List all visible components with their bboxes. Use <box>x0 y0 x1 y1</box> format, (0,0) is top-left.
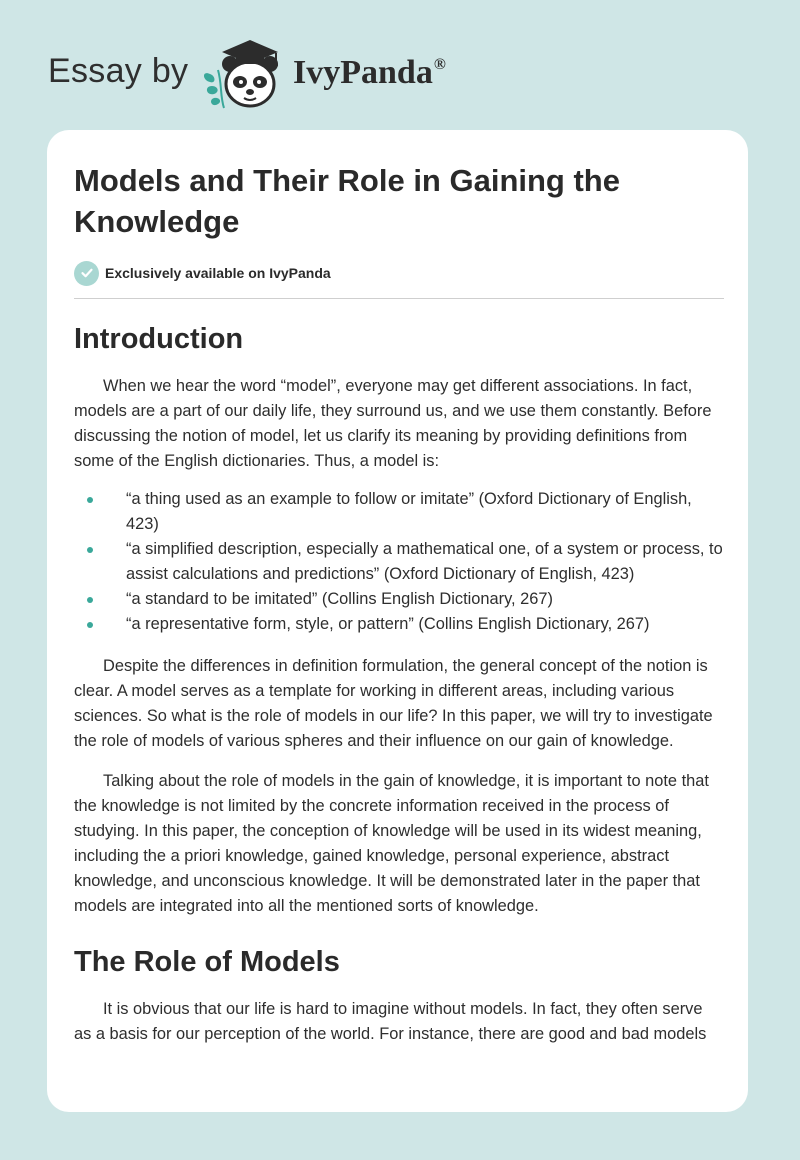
essay-title: Models and Their Role in Gaining the Knowledge <box>74 163 620 239</box>
list-item <box>74 587 724 612</box>
exclusive-label: Exclusively available on IvyPanda <box>105 265 331 281</box>
paragraph: It is obvious that our life is hard to imagine without models. In fact, they often serve as a basis for our perception of the world. For instance, there are good and bad models <box>74 1000 707 1043</box>
list-item <box>74 612 724 637</box>
divider <box>74 298 724 299</box>
brand-registered-mark: ® <box>433 56 446 73</box>
essay-content <box>74 160 724 1047</box>
bullet-icon <box>87 497 93 503</box>
list-item-text: “a standard to be imitated” (Collins English Dictionary, 267) <box>126 590 553 608</box>
section-heading-introduction: Introduction <box>74 323 244 355</box>
bullet-icon <box>87 622 93 628</box>
bullet-icon <box>87 597 93 603</box>
check-icon <box>74 261 99 286</box>
list-item <box>74 537 724 587</box>
paragraph: Despite the differences in definition formulation, the general concept of the notion is clear. A model serves as a template for working in different areas, including various sciences. So what is the role of models in our life? In this paper, we will try to investigate the role of models of various spheres and their influence on our gain of knowledge. <box>74 657 713 750</box>
list-item <box>74 487 724 537</box>
essay-card <box>47 130 748 1112</box>
paragraph: Talking about the role of models in the gain of knowledge, it is important to note that the knowledge is not limited by the concrete information received in the process of studying. In this paper, the conception of knowledge will be used in its widest meaning, including the a priori knowledge, gained knowledge, personal experience, abstract knowledge, and unconscious knowledge. It will be demonstrated later in the paper that models are integrated into all the mentioned sorts of knowledge. <box>74 772 709 915</box>
list-item-text: “a representative form, style, or pattern” (Collins English Dictionary, 267) <box>126 615 650 633</box>
exclusive-notice <box>74 260 724 286</box>
definition-list <box>74 487 724 637</box>
bullet-icon <box>87 547 93 553</box>
list-item-text: “a thing used as an example to follow or imitate” (Oxford Dictionary of English, 423) <box>126 490 692 533</box>
essay-by-label: Essay by <box>48 52 189 90</box>
brand-text: IvyPanda <box>293 54 433 91</box>
paragraph: When we hear the word “model”, everyone may get different associations. In fact, models are a part of our daily life, they surround us, and we use them constantly. Before discussing the notion of model, let us clarify its meaning by providing definitions from some of the English dictionaries. Thus, a model is: <box>74 377 712 470</box>
site-header <box>48 30 748 110</box>
brand-name[interactable] <box>293 54 446 92</box>
list-item-text: “a simplified description, especially a mathematical one, of a system or process, to assist calculations and predictions” (Oxford Dictionary of English, 423) <box>126 540 723 583</box>
panda-graduate-icon <box>200 34 288 112</box>
section-heading-role-of-models: The Role of Models <box>74 946 340 978</box>
